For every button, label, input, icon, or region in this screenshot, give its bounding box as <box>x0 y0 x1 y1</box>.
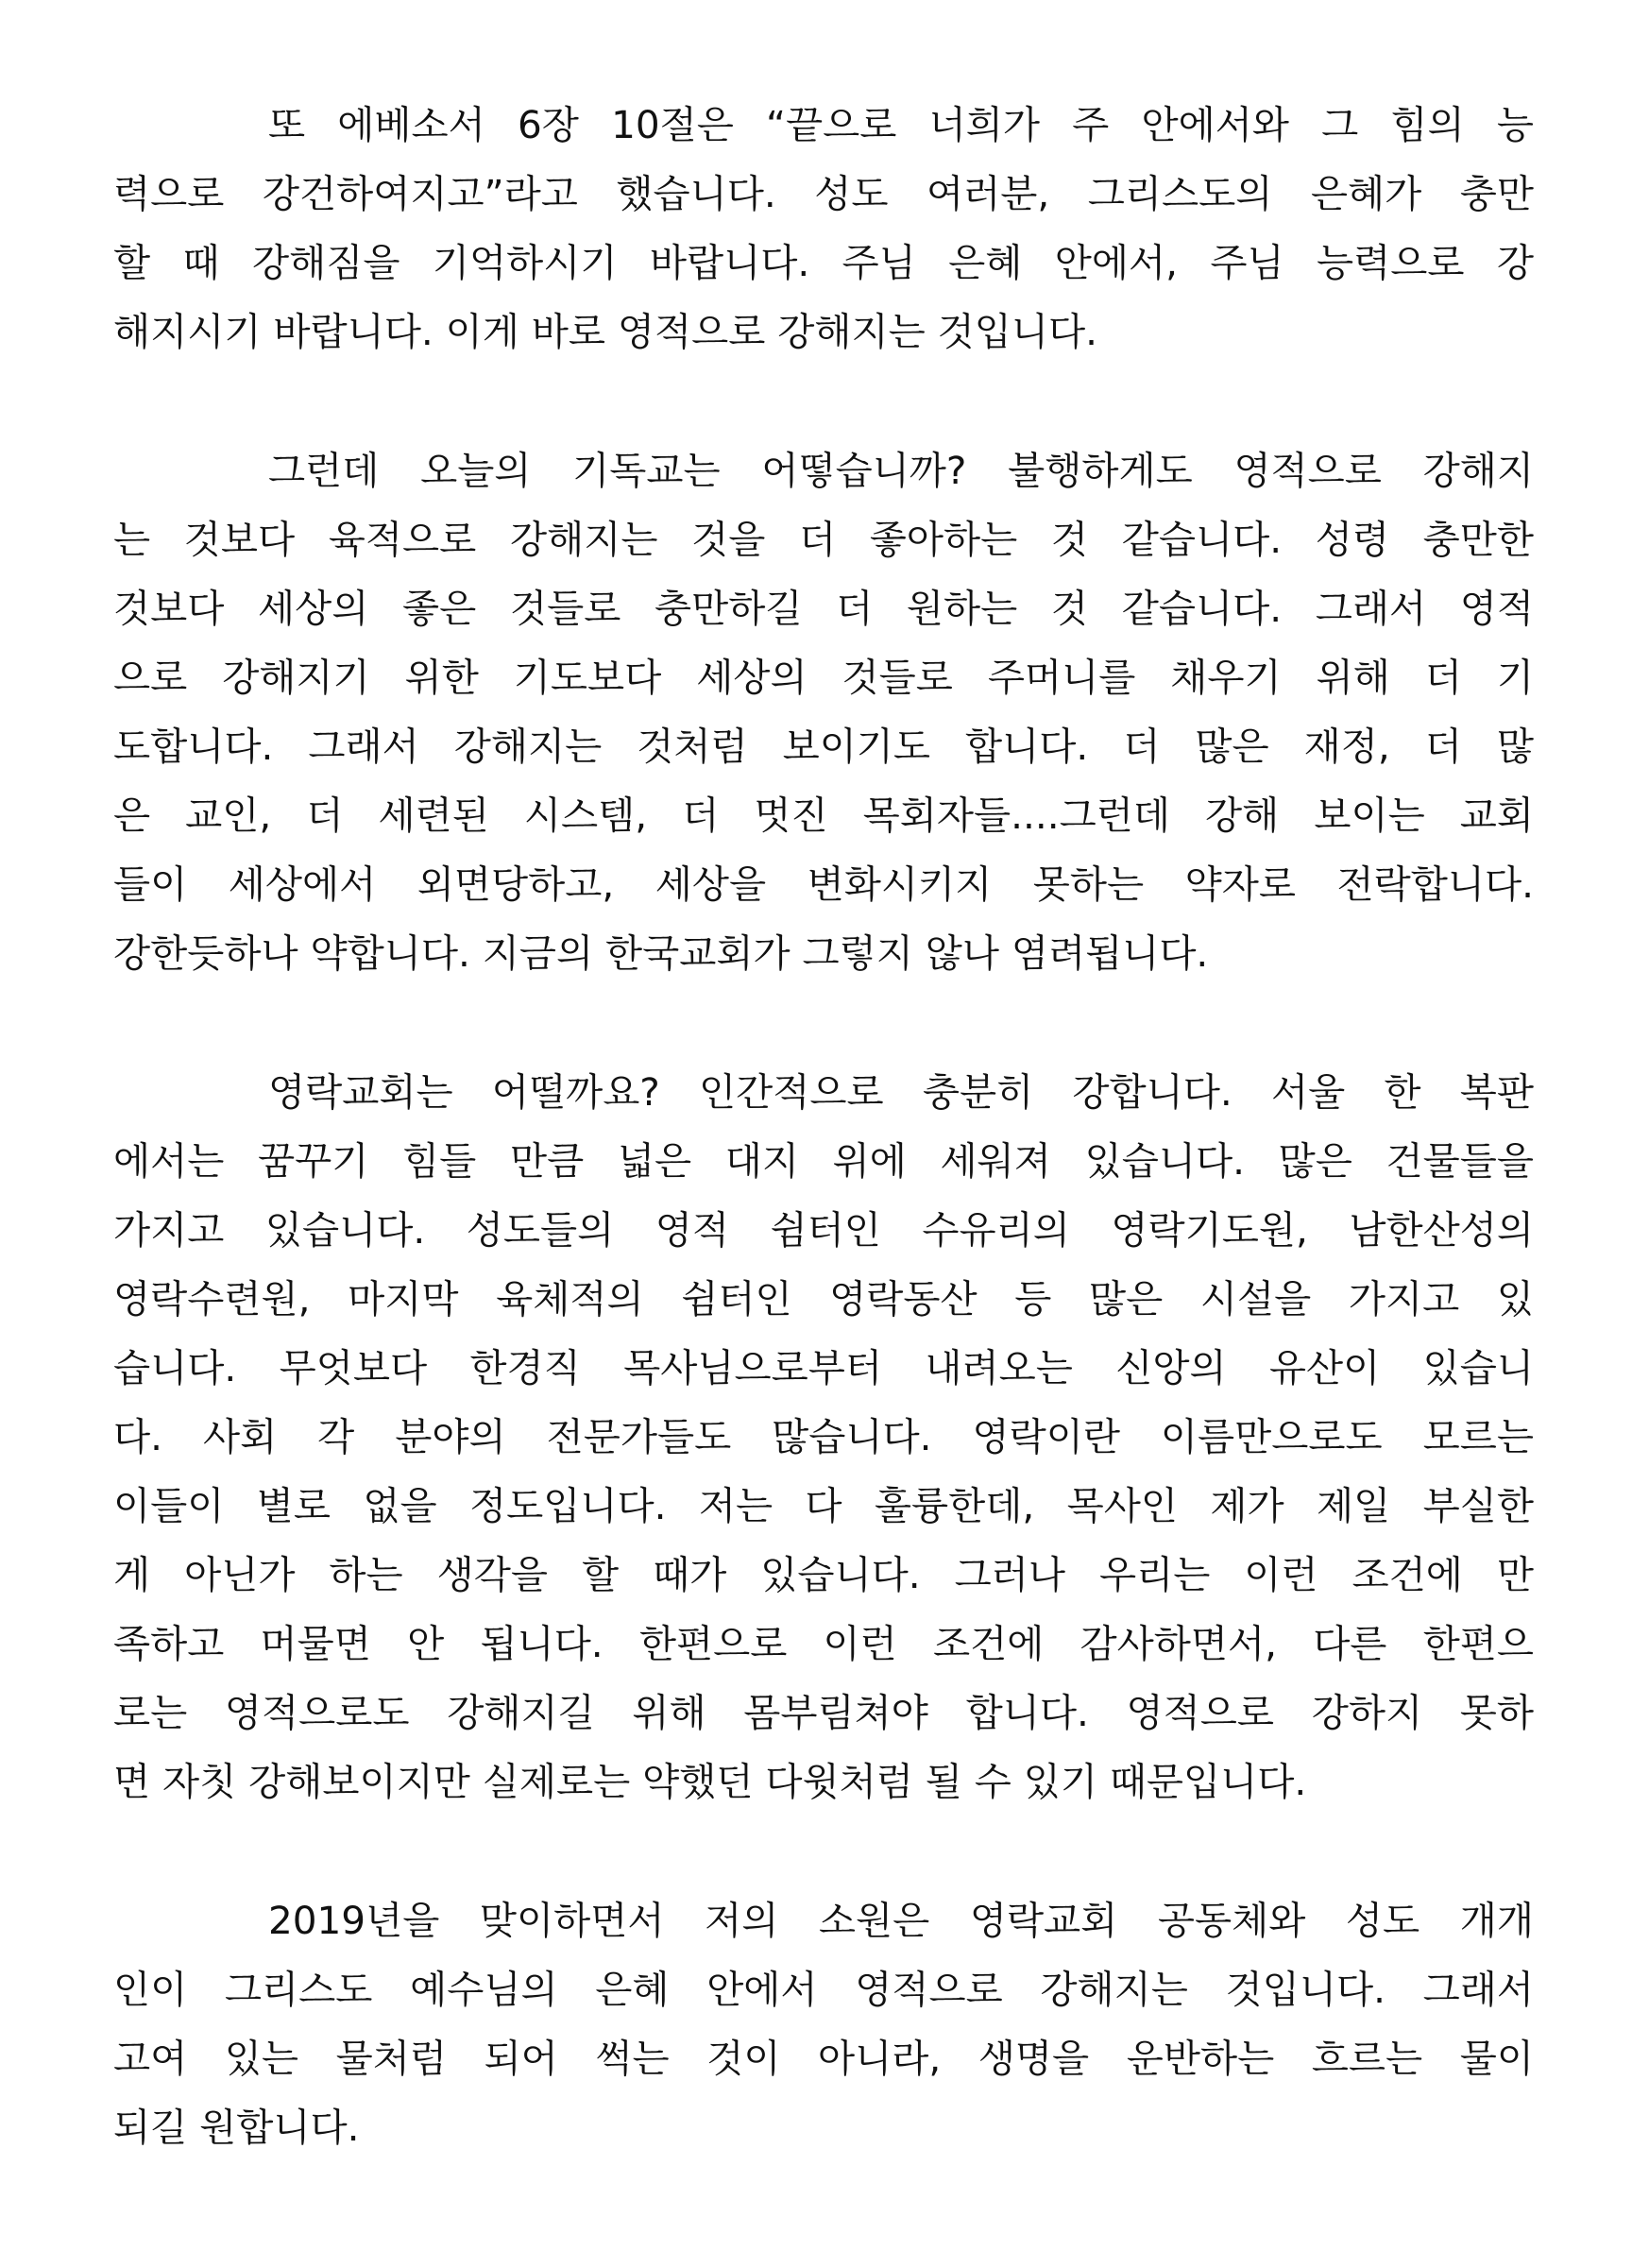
text-line: 할 때 강해짐을 기억하시기 바랍니다. 주님 은혜 안에서, 주님 능력으로 강 <box>113 240 1534 285</box>
text-line: 면 자칫 강해보이지만 실제로는 약했던 다윗처럼 될 수 있기 때문입니다. <box>113 1759 1307 1804</box>
text-line: 는 것보다 육적으로 강해지는 것을 더 좋아하는 것 같습니다. 성령 충만한 <box>113 517 1534 562</box>
paragraph-4 <box>113 1886 1534 2162</box>
text-line: 강한듯하나 약합니다. 지금의 한국교회가 그렇지 않나 염려됩니다. <box>113 930 1209 976</box>
text-line: 이들이 별로 없을 정도입니다. 저는 다 훌륭한데, 목사인 제가 제일 부실한 <box>113 1483 1534 1528</box>
text-line: 습니다. 무엇보다 한경직 목사님으로부터 내려오는 신앙의 유산이 있습니 <box>113 1345 1534 1390</box>
text-line: 그런데 오늘의 기독교는 어떻습니까? 불행하게도 영적으로 강해지 <box>268 448 1534 493</box>
text-line: 다. 사회 각 분야의 전문가들도 많습니다. 영락이란 이름만으로도 모르는 <box>113 1414 1534 1459</box>
paragraph-1 <box>113 91 1534 367</box>
text-line: 가지고 있습니다. 성도들의 영적 쉼터인 수유리의 영락기도원, 남한산성의 <box>113 1207 1534 1253</box>
text-line: 에서는 꿈꾸기 힘들 만큼 넓은 대지 위에 세워져 있습니다. 많은 건물들을 <box>113 1138 1534 1184</box>
text-line: 게 아닌가 하는 생각을 할 때가 있습니다. 그러나 우리는 이런 조건에 만 <box>113 1552 1534 1597</box>
text-line: 으로 강해지기 위한 기도보다 세상의 것들로 주머니를 채우기 위해 더 기 <box>113 655 1534 700</box>
text-line: 되길 원합니다. <box>113 2105 360 2150</box>
text-line: 들이 세상에서 외면당하고, 세상을 변화시키지 못하는 약자로 전락합니다. <box>113 861 1534 907</box>
paragraph-3 <box>113 1058 1534 1816</box>
text-line: 력으로 강건하여지고”라고 했습니다. 성도 여러분, 그리스도의 은혜가 충만 <box>113 171 1534 216</box>
text-line: 로는 영적으로도 강해지길 위해 몸부림쳐야 합니다. 영적으로 강하지 못하 <box>113 1690 1534 1735</box>
text-line: 영락교회는 어떨까요? 인간적으로 충분히 강합니다. 서울 한 복판 <box>268 1069 1534 1115</box>
text-line: 족하고 머물면 안 됩니다. 한편으로 이런 조건에 감사하면서, 다른 한편으 <box>113 1621 1534 1666</box>
text-line: 해지시기 바랍니다. 이게 바로 영적으로 강해지는 것입니다. <box>113 309 1097 354</box>
text-line: 또 에베소서 6장 10절은 “끝으로 너희가 주 안에서와 그 힘의 능 <box>268 102 1534 147</box>
text-line: 영락수련원, 마지막 육체적의 쉼터인 영락동산 등 많은 시설을 가지고 있 <box>113 1276 1534 1322</box>
paragraph-2 <box>113 436 1534 988</box>
text-line: 인이 그리스도 예수님의 은혜 안에서 영적으로 강해지는 것입니다. 그래서 <box>113 1967 1534 2012</box>
text-line: 2019년을 맞이하면서 저의 소원은 영락교회 공동체와 성도 개개 <box>268 1898 1534 1943</box>
text-line: 고여 있는 물처럼 되어 썩는 것이 아니라, 생명을 운반하는 흐르는 물이 <box>113 2036 1534 2081</box>
text-line: 도합니다. 그래서 강해지는 것처럼 보이기도 합니다. 더 많은 재정, 더 많 <box>113 724 1534 769</box>
text-line: 것보다 세상의 좋은 것들로 충만하길 더 원하는 것 같습니다. 그래서 영적 <box>113 586 1534 631</box>
document-page <box>113 91 1534 2232</box>
text-line: 은 교인, 더 세련된 시스템, 더 멋진 목회자들....그런데 강해 보이는 교회 <box>113 793 1534 838</box>
